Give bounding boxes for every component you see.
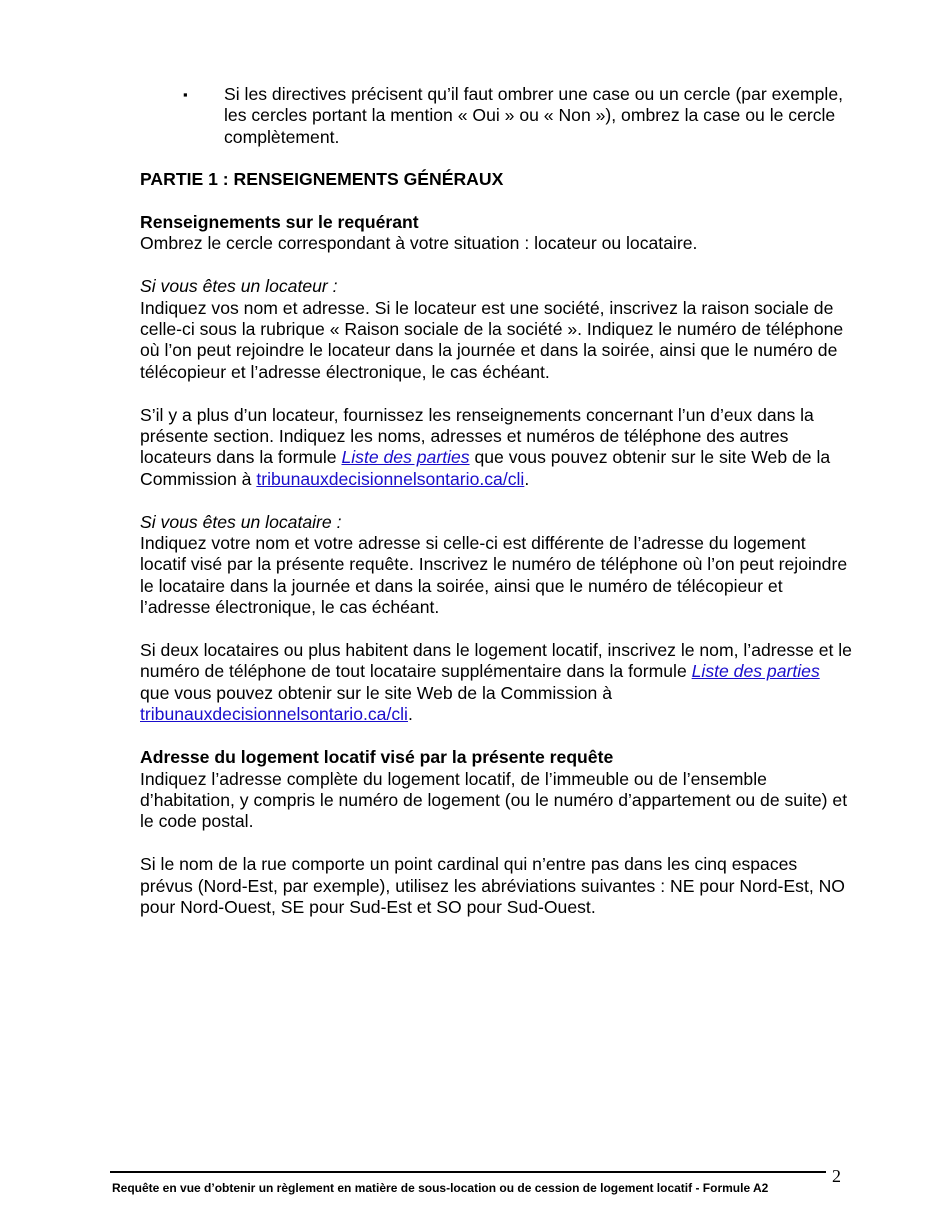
tribunaux-url-link[interactable]: tribunauxdecisionnelsontario.ca/cli bbox=[256, 468, 525, 489]
square-bullet-icon: ▪ bbox=[183, 87, 188, 102]
locateur-multiple-paragraph bbox=[140, 405, 852, 491]
page-number: 2 bbox=[832, 1166, 841, 1186]
locataire-multi-text-middle: que vous pouvez obtenir sur le site Web de la Commission à bbox=[140, 682, 613, 703]
liste-des-parties-link[interactable]: Liste des parties bbox=[691, 661, 820, 682]
instruction-bullet bbox=[140, 84, 852, 148]
footer-form-title: Requête en vue d’obtenir un règlement en matière de sous-location ou de cession de logement locatif - Formule A2 bbox=[112, 1181, 769, 1195]
locateur-multi-text-before: S’il y a plus d’un locateur, fournissez les renseignements concernant l’un d’eux dans la présente section. Indiquez les noms, adresses et numéros de téléphone des autres locateurs dans la formule bbox=[140, 404, 814, 468]
part-1-title: PARTIE 1 : RENSEIGNEMENTS GÉNÉRAUX bbox=[140, 169, 504, 190]
locataire-multi-text-before: Si deux locataires ou plus habitent dans le logement locatif, inscrivez le nom, l’adresse et le numéro de téléphone de tout locataire supplémentaire dans la formule bbox=[140, 640, 852, 682]
spacer bbox=[140, 383, 852, 404]
locataire-multi-text-after: . bbox=[407, 704, 413, 725]
spacer bbox=[140, 191, 852, 212]
tribunaux-url-link[interactable]: tribunauxdecisionnelsontario.ca/cli bbox=[140, 704, 408, 725]
footer-divider bbox=[110, 1171, 826, 1173]
locataire-text: Indiquez votre nom et votre adresse si celle-ci est différente de l’adresse du logement locatif visé par la présente requête. Inscrivez le numéro de téléphone où l’on peut rejoindre le locataire dans la journée et dans la soirée, ainsi que le numéro de télécopieur et l’adresse électronique, le cas échéant. bbox=[140, 533, 848, 618]
locataire-multiple-paragraph bbox=[140, 640, 852, 726]
spacer bbox=[140, 726, 852, 747]
page-content bbox=[140, 84, 852, 918]
spacer bbox=[140, 833, 852, 854]
locateur-multi-text-middle: que vous pouvez obtenir sur le site Web de la Commission à bbox=[140, 447, 831, 489]
locateur-multi-text-after: . bbox=[524, 468, 530, 489]
spacer bbox=[140, 490, 852, 511]
adresse-text-2: Si le nom de la rue comporte un point cardinal qui n’entre pas dans les cinq espaces prévus (Nord-Est, par exemple), utilisez les abréviations suivantes : NE pour Nord-Est, NO pour Nord-Ouest, SE pour Sud-Est et SO pour Sud-Ouest. bbox=[140, 854, 845, 917]
adresse-heading: Adresse du logement locatif visé par la présente requête bbox=[140, 747, 614, 768]
liste-des-parties-link[interactable]: Liste des parties bbox=[341, 447, 470, 468]
requerant-intro: Ombrez le cercle correspondant à votre situation : locateur ou locataire. bbox=[140, 233, 698, 254]
locataire-heading: Si vous êtes un locataire : bbox=[140, 511, 342, 532]
locateur-text: Indiquez vos nom et adresse. Si le locateur est une société, inscrivez la raison sociale de celle-ci sous la rubrique « Raison sociale de la société ». Indiquez le numéro de téléphone où l’on peut rejoindre le locateur dans la journée et dans la soirée, ainsi que le numéro de télécopieur et l’adresse électronique, le cas échéant. bbox=[140, 297, 844, 382]
spacer bbox=[140, 255, 852, 276]
requerant-heading: Renseignements sur le requérant bbox=[140, 212, 419, 233]
bullet-text: Si les directives précisent qu’il faut ombrer une case ou un cercle (par exemple, les cercles portant la mention « Oui » ou « Non »), ombrez la case ou le cercle complètement. bbox=[224, 84, 844, 147]
adresse-text-1: Indiquez l’adresse complète du logement locatif, de l’immeuble ou de l’ensemble d’habitation, y compris le numéro de logement (ou le numéro d’appartement ou de suite) et le code postal. bbox=[140, 768, 848, 832]
spacer bbox=[140, 619, 852, 640]
locateur-heading: Si vous êtes un locateur : bbox=[140, 276, 338, 297]
